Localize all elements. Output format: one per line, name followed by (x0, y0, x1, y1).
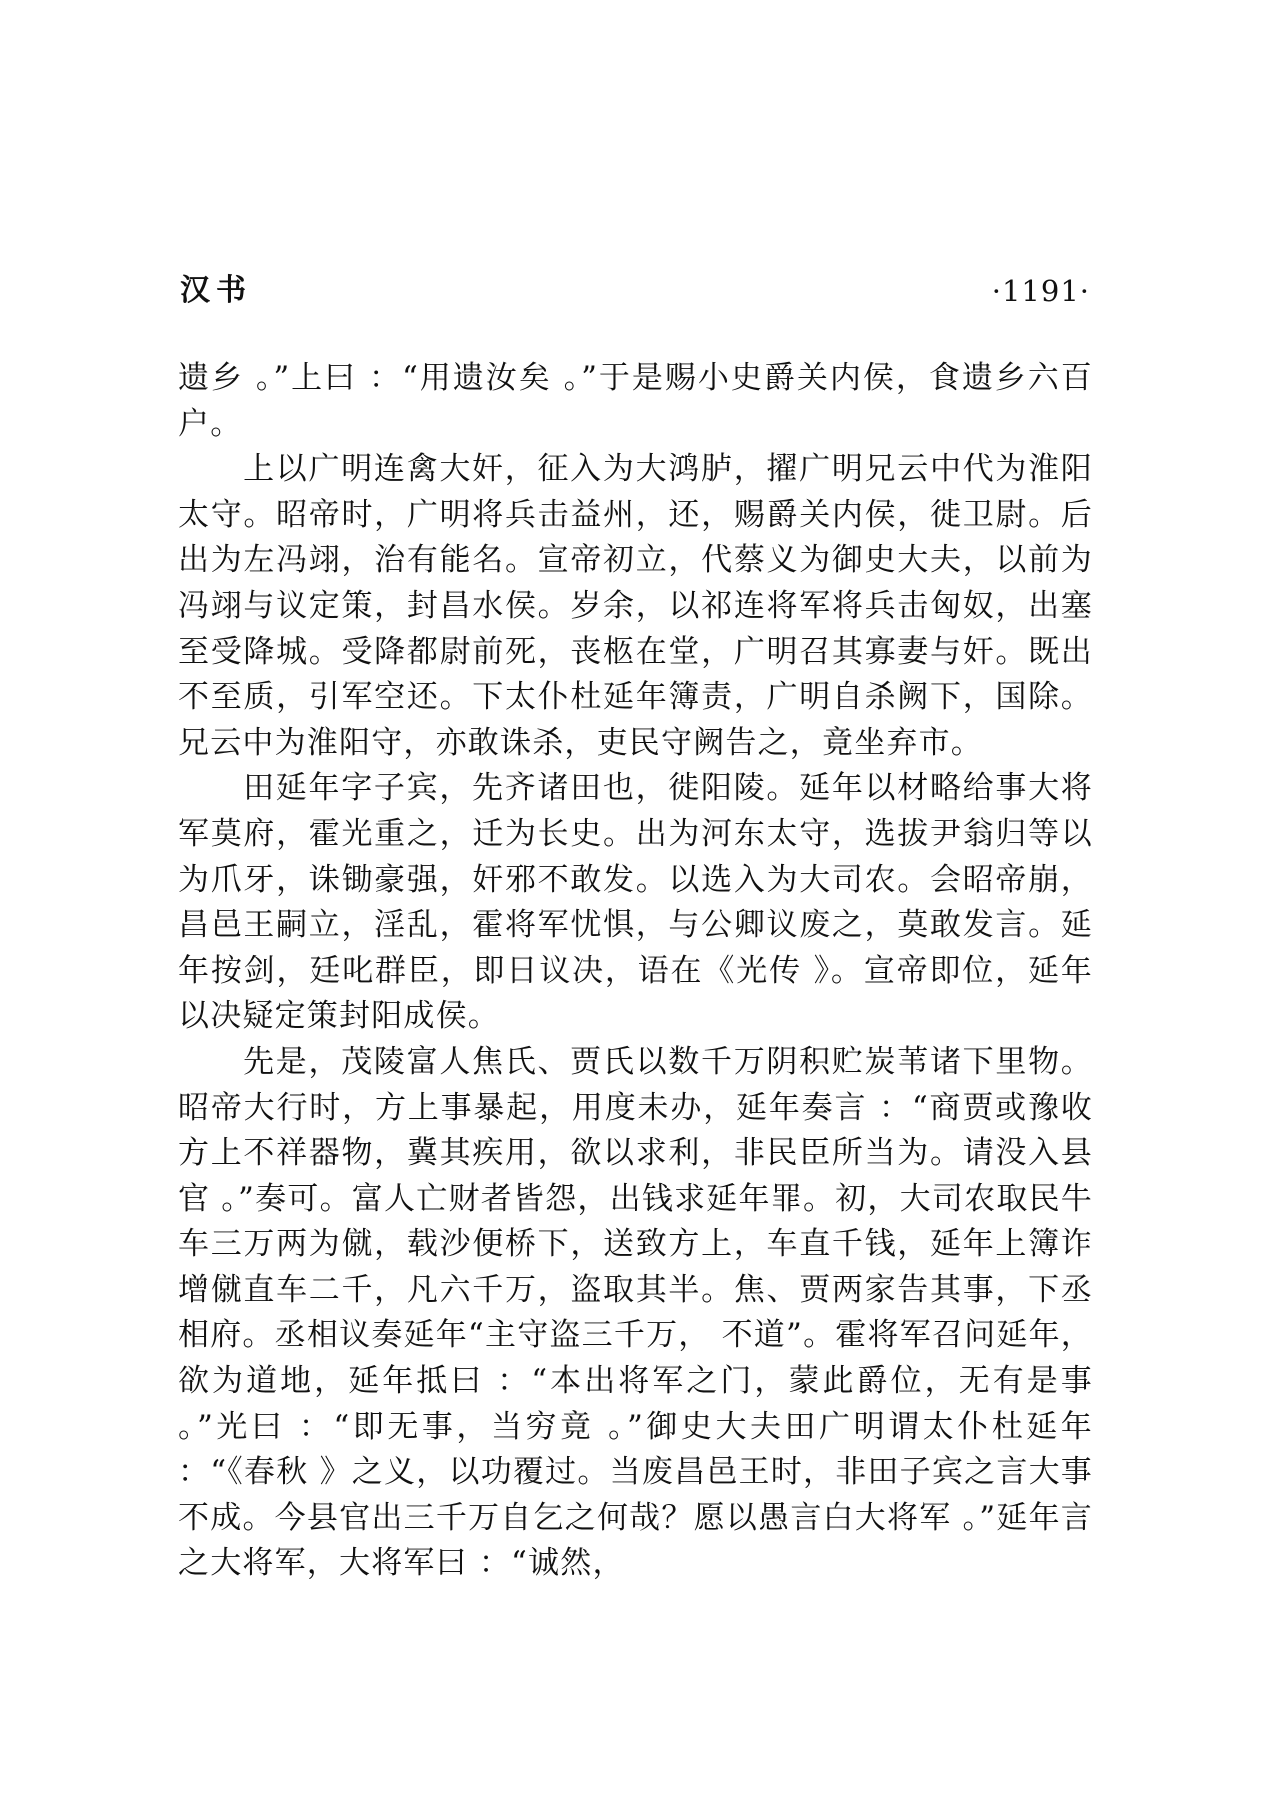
paragraph-maoling-affair: 先是，茂陵富人焦氏、贾氏以数千万阴积贮炭苇诸下里物。昭帝大行时，方上事暴起，用度未办，延年奏言 ：“商贾或豫收方上不祥器物，冀其疾用，欲以求利，非民臣所当为。请没入县官 。”奏可。富人亡财者皆怨，出钱求延年罪。初，大司农取民牛车三万两为僦，载沙便桥下，送致方上，车直千钱，延年上簿诈增僦直车二千，凡六千万，盗取其半。焦、贾两家告其事，下丞相府。丞相议奏延年“主守盗三千万， 不道”。霍将军召问延年，欲为道地，延年抵曰 ：“本出将军之门，蒙此爵位，无有是事 。”光曰 ：“即无事，当穷竟 。”御史大夫田广明谓太仆杜延年 ：“《春秋 》之义，以功覆过。当废昌邑王时，非田子宾之言大事不成。今县官出三千万自乞之何哉？愿以愚言白大将军 。”延年言之大将军，大将军曰 ：“诚然， (178, 1043, 1093, 1582)
running-header (180, 270, 1090, 320)
page-number: ·1191· (991, 274, 1090, 308)
body-text (178, 356, 1093, 1587)
paragraph-guangming: 上以广明连禽大奸，征入为大鸿胪，擢广明兄云中代为淮阳太守。昭帝时，广明将兵击益州，还，赐爵关内侯，徙卫尉。后出为左冯翊，治有能名。宣帝初立，代蔡义为御史大夫，以前为冯翊与议定策，封昌水侯。岁余，以祁连将军将兵击匈奴，出塞至受降城。受降都尉前死，丧柩在堂，广明召其寡妻与奸。既出不至质，引军空还。下太仆杜延年簿责，广明自杀阙下，国除。兄云中为淮阳守，亦敢诛杀，吏民守阙告之，竟坐弃市。 (178, 451, 1093, 761)
paragraph-continued: 遗乡 。”上曰 ：“用遗汝矣 。”于是赐小史爵关内侯，食遗乡六百户。 (178, 360, 1093, 442)
paragraph-tian-yannian: 田延年字子宾，先齐诸田也，徙阳陵。延年以材略给事大将军莫府，霍光重之，迁为长史。出为河东太守，选拔尹翁归等以为爪牙，诛锄豪强，奸邪不敢发。以选入为大司农。会昭帝崩，昌邑王嗣立，淫乱，霍将军忧惧，与公卿议废之，莫敢发言。延年按剑，廷叱群臣，即日议决，语在《光传 》。宣帝即位，延年以决疑定策封阳成侯。 (178, 770, 1093, 1035)
book-title: 汉书 (180, 273, 252, 308)
